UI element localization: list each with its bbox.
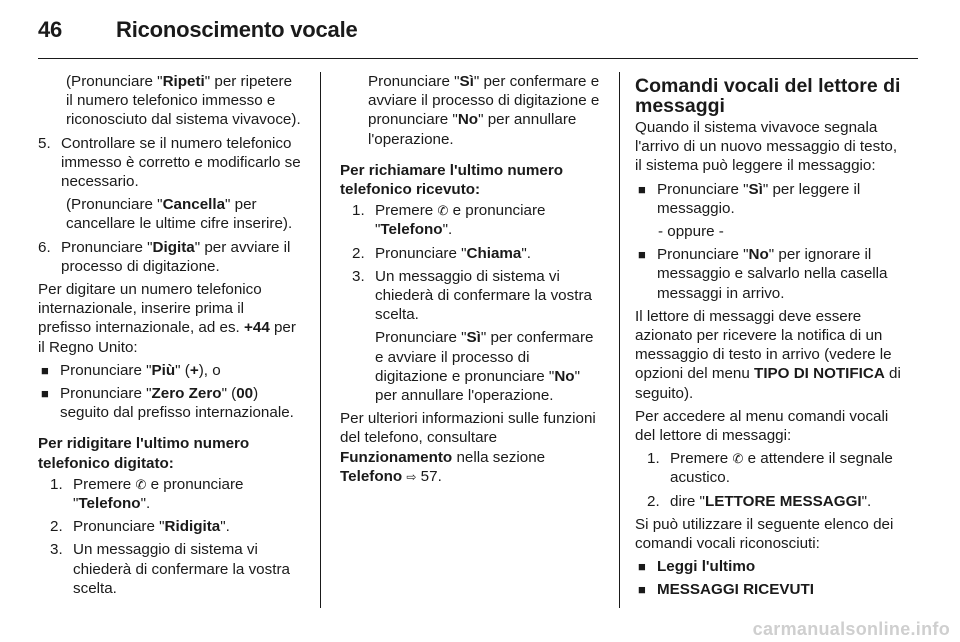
para-ripeti: (Pronunciare "Ripeti" per ripetere il numero telefonico immesso e riconosciuto dal sistema vivavoce). bbox=[66, 73, 301, 129]
bullet-no: ■ Pronunciare "No" per ignorare il messaggio e salvarlo nella casella messaggi in arrivo. bbox=[638, 246, 888, 302]
page-arrow-icon: ⇨ bbox=[406, 469, 417, 484]
watermark: carmanualsonline.info bbox=[752, 619, 950, 639]
recall-step-3: 3. Un messaggio di sistema vi chiederà di confermare la vostra scelta. bbox=[352, 267, 592, 324]
section-heading: Comandi vocali del lettore di messaggi bbox=[635, 75, 901, 117]
access-step-2: 2. dire "LETTORE MESSAGGI". bbox=[647, 492, 872, 510]
square-bullet-icon: ■ bbox=[638, 247, 646, 263]
label-redial: Per ridigitare l'ultimo numero telefonico digitato: bbox=[38, 435, 250, 472]
column-3 bbox=[635, 72, 903, 604]
page-header bbox=[38, 17, 358, 43]
para-confirm: Pronunciare "Sì" per confermare e avviare il processo di digitazione e pronunciare "No" per annullare l'operazione. bbox=[368, 73, 600, 148]
para-list: Si può utilizzare il seguente elenco dei comandi vocali riconosciuti: bbox=[635, 515, 894, 553]
para-confirm-2: Pronunciare "Sì" per confermare e avviare il processo di digitazione e pronunciare "No" per annullare l'operazione. bbox=[375, 329, 594, 405]
oppure-text: - oppure - bbox=[658, 223, 724, 241]
step-6: 6. Pronunciare "Digita" per avviare il processo di digitazione. bbox=[38, 238, 291, 275]
square-bullet-icon: ■ bbox=[638, 559, 646, 575]
header-rule bbox=[38, 58, 918, 59]
para-cancella: (Pronunciare "Cancella" per cancellare le ultime cifre inserire). bbox=[66, 196, 293, 233]
square-bullet-icon: ■ bbox=[41, 386, 49, 402]
bullet-cmd-1: ■ Leggi l'ultimo bbox=[638, 558, 756, 576]
redial-step-2: 2. Pronunciare "Ridigita". bbox=[50, 518, 230, 536]
recall-step-2: 2. Pronunciare "Chiama". bbox=[352, 244, 532, 262]
column-2 bbox=[340, 72, 603, 491]
label-recall: Per richiamare l'ultimo numero telefonico ricevuto: bbox=[340, 161, 564, 199]
phone-voice-icon: ✆ bbox=[135, 476, 147, 492]
bullet-si: ■ Pronunciare "Sì" per leggere il messaggio. bbox=[638, 180, 861, 217]
redial-step-3: 3. Un messaggio di sistema vi chiederà di confermare la vostra scelta. bbox=[50, 541, 290, 597]
redial-step-1: 1. Premere ✆ e pronunciare "Telefono". bbox=[50, 475, 244, 513]
recall-step-1: 1. Premere ✆ e pronunciare "Telefono". bbox=[352, 202, 546, 239]
para-access: Per accedere al menu comandi vocali del lettore di messaggi: bbox=[635, 407, 889, 445]
square-bullet-icon: ■ bbox=[41, 362, 49, 378]
square-bullet-icon: ■ bbox=[638, 181, 646, 197]
page-number: 46 bbox=[38, 17, 63, 42]
phone-voice-icon: ✆ bbox=[732, 451, 744, 467]
column-divider-2 bbox=[619, 72, 620, 608]
phone-voice-icon: ✆ bbox=[437, 203, 449, 219]
bullet-cmd-2: ■ MESSAGGI RICEVUTI bbox=[638, 581, 814, 599]
para-reader: Il lettore di messaggi deve essere azionato per ricevere la notifica di un messaggio di testo in arrivo (vedere le opzioni del menu TIPO DI NOTIFICA di seguito). bbox=[635, 307, 901, 402]
step-5: 5. Controllare se il numero telefonico immesso è corretto e modificarlo se necessario. bbox=[38, 134, 301, 191]
access-step-1: 1. Premere ✆ e attendere il segnale acustico. bbox=[647, 450, 893, 487]
bullet-piu: ■ Pronunciare "Più" (+), o bbox=[41, 361, 221, 379]
square-bullet-icon: ■ bbox=[638, 582, 646, 598]
column-divider-1 bbox=[320, 72, 321, 608]
bullet-zero-zero: ■ Pronunciare "Zero Zero" (00) seguito dal prefisso internazionale. bbox=[41, 385, 294, 422]
page-title: Riconoscimento vocale bbox=[116, 17, 358, 42]
para-more-info: Per ulteriori informazioni sulle funzioni del telefono, consultare Funzionamento nella sezione Telefono ⇨ 57. bbox=[340, 410, 596, 485]
column-1 bbox=[38, 72, 301, 602]
para-intro: Quando il sistema vivavoce segnala l'arrivo di un nuovo messaggio di testo, il sistema può leggere il messaggio: bbox=[635, 119, 898, 175]
para-international: Per digitare un numero telefonico internazionale, inserire prima il prefisso internazionale, ad es. +44 per il Regno Unito: bbox=[38, 281, 296, 356]
